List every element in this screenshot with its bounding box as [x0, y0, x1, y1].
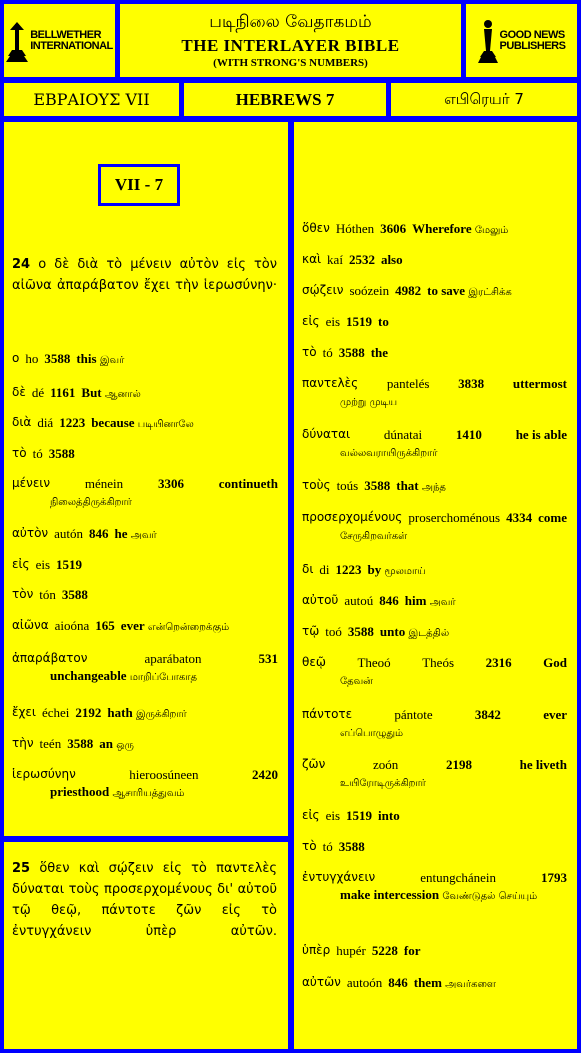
- transliteration: tó: [32, 446, 43, 461]
- english-gloss: by: [367, 562, 382, 577]
- strong-number: 3306: [157, 476, 184, 491]
- strong-number: 2198: [445, 757, 472, 772]
- strong-number: 1223: [335, 562, 362, 577]
- transliteration: eis: [325, 314, 341, 329]
- word-entry-line: [12, 556, 278, 573]
- tamil-gloss: என்றென்றைக்கும்: [147, 622, 230, 633]
- word-entry: [302, 426, 567, 462]
- word-entry: [12, 766, 278, 802]
- verse-25-greek: ὅθεν καὶ σῴζειν εἰς τὸ παντελὲς δύναται τοὺς προσερχομένους δι' αὐτοῦ τῷ θεῷ, πάντοτε ζῶν εἰς τὸ ἐντυγχάνειν ὑπὲρ αὐτῶν.: [12, 861, 277, 939]
- word-entry-line: [302, 561, 567, 580]
- word-entry-line: [12, 704, 278, 723]
- greek-word: εἰς: [302, 808, 320, 822]
- english-gloss: to: [378, 314, 389, 329]
- word-entry-line: [302, 756, 567, 773]
- transliteration: Hóthen: [335, 221, 375, 236]
- title-box: [120, 4, 461, 77]
- word-entry-line: [12, 445, 278, 462]
- transliteration: aioóna: [54, 618, 90, 633]
- transliteration: ho: [25, 351, 39, 366]
- tamil-gloss: மூலமாய்: [384, 566, 426, 577]
- word-entry-line: [12, 650, 278, 667]
- tamil-gloss: உயிரோடிருக்கிறார்: [340, 778, 426, 789]
- word-entry: [12, 617, 278, 636]
- word-entry-line: [302, 220, 567, 239]
- greek-word: τῷ: [302, 624, 320, 638]
- strong-number: 2316: [485, 655, 512, 670]
- verse-25-number: 25: [12, 861, 31, 876]
- strong-number: 2192: [75, 705, 102, 720]
- word-entry-line: [302, 282, 567, 301]
- english-gloss: also: [380, 252, 403, 267]
- strong-number: 165: [95, 618, 115, 633]
- word-entry-line: [12, 475, 278, 492]
- word-entry-line: [12, 617, 278, 636]
- gloss: [378, 807, 400, 824]
- english-gloss: Wherefore: [412, 221, 472, 236]
- greek-word: τὸ: [302, 839, 317, 853]
- greek-word: αὐτῶν: [302, 975, 341, 989]
- word-entry: [302, 251, 567, 268]
- greek-word: εἰς: [302, 314, 320, 328]
- transliteration: tón: [39, 587, 56, 602]
- bellwether-emblem-icon: [6, 20, 28, 62]
- tamil-gloss: எப்பொழுதும்: [340, 728, 404, 739]
- strong-number: 3606: [380, 221, 407, 236]
- english-gloss: him: [404, 593, 427, 608]
- tamil-book-label: எபிரெயர் 7: [391, 83, 577, 116]
- english-gloss: an: [99, 736, 113, 751]
- strong-number: 1519: [346, 314, 373, 329]
- transliteration: eis: [35, 557, 51, 572]
- word-entry-continuation: [302, 886, 567, 905]
- transliteration: autoón: [346, 975, 383, 990]
- greek-word: τὴν: [12, 736, 34, 750]
- word-entry: [302, 974, 567, 993]
- english-gloss: uttermost: [512, 376, 567, 391]
- transliteration: dé: [31, 385, 45, 400]
- word-entry: [12, 445, 278, 462]
- gloss: [405, 592, 456, 611]
- greek-word: ἐντυγχάνειν: [302, 870, 376, 884]
- word-entry: [302, 509, 567, 545]
- greek-word: δὲ: [12, 385, 26, 399]
- greek-word: πάντοτε: [302, 707, 353, 721]
- word-entry-line: [12, 384, 278, 403]
- gloss: [381, 251, 403, 268]
- tamil-gloss: அவர்: [429, 597, 456, 608]
- transliteration: échei: [41, 705, 70, 720]
- strong-number: 2532: [348, 252, 375, 267]
- greek-word: διὰ: [12, 415, 32, 429]
- word-entry-line: [12, 350, 278, 369]
- word-entry-line: [302, 375, 567, 392]
- word-entry: [302, 220, 567, 239]
- gloss: [115, 525, 157, 544]
- transliteration: zoón: [372, 757, 399, 772]
- bellwether-logo-line2: INTERNATIONAL: [30, 39, 113, 52]
- english-gloss: continueth: [218, 476, 278, 491]
- tamil-gloss: அந்த: [421, 482, 446, 493]
- greek-word: αὐτοῦ: [302, 593, 339, 607]
- word-entry-line: [302, 344, 567, 361]
- gloss: [99, 735, 134, 754]
- word-entry: [302, 344, 567, 361]
- strong-number: 4982: [395, 283, 422, 298]
- bellwether-logo: [6, 20, 113, 62]
- good-news-emblem-icon: [478, 19, 498, 63]
- word-entry-line: [302, 251, 567, 268]
- transliteration: Theoó: [357, 655, 391, 670]
- transliteration: dúnatai: [383, 427, 423, 442]
- english-gloss: because: [91, 415, 135, 430]
- word-entry: [12, 586, 278, 603]
- tamil-gloss: இரட்சிக்க: [468, 287, 512, 298]
- english-gloss: into: [378, 808, 400, 823]
- good-news-logo: [478, 19, 566, 63]
- english-gloss: God: [543, 655, 567, 670]
- strong-number: 5228: [371, 943, 398, 958]
- gloss: [107, 704, 186, 723]
- bellwether-logo-line1: BELLWETHER: [30, 28, 102, 41]
- greek-word: ἱερωσύνην: [12, 767, 76, 781]
- word-entry-continuation: [302, 671, 567, 690]
- transliteration: proserchoménous: [408, 510, 501, 525]
- greek-word: ὑπὲρ: [302, 943, 331, 957]
- gloss: [91, 414, 194, 433]
- transliteration: toús: [336, 478, 359, 493]
- tamil-gloss: படியினாலே: [137, 419, 194, 430]
- english-gloss: them: [413, 975, 442, 990]
- word-entry: [302, 869, 567, 905]
- greek-word: τὸν: [12, 587, 34, 601]
- english-gloss: make intercession: [340, 887, 440, 902]
- word-entry-line: [302, 426, 567, 443]
- strong-number: 846: [388, 975, 408, 990]
- strong-number: 531: [258, 651, 278, 666]
- strong-number: 3838: [458, 376, 485, 391]
- word-entry-line: [302, 509, 567, 526]
- english-gloss: ever: [543, 707, 567, 722]
- tamil-gloss: அவர்: [130, 530, 157, 541]
- tamil-gloss: இடத்தில்: [408, 628, 450, 639]
- word-entry: [302, 282, 567, 301]
- tamil-gloss: அவர்களை: [445, 979, 496, 990]
- bellwether-logo-box: [4, 4, 115, 77]
- word-entry-line: [12, 414, 278, 433]
- strong-number: 1519: [56, 557, 83, 572]
- word-entry-line: [302, 313, 567, 330]
- tamil-gloss: முற்று முடிய: [340, 397, 398, 408]
- verse-24-number: 24: [12, 257, 31, 272]
- word-entry-continuation: [12, 667, 278, 686]
- transliteration: soózein: [349, 283, 390, 298]
- strong-number: 3588: [364, 478, 391, 493]
- word-entry-line: [302, 592, 567, 611]
- title-main: THE INTERLAYER BIBLE: [181, 36, 400, 55]
- strong-number: 3588: [67, 736, 94, 751]
- strong-number: 3588: [48, 446, 75, 461]
- word-entry-line: [12, 586, 278, 603]
- word-entry: [302, 942, 567, 959]
- transliteration: entungchánein: [420, 870, 497, 885]
- greek-word: ο: [12, 351, 20, 365]
- word-entry: [302, 561, 567, 580]
- greek-word: αὐτὸν: [12, 526, 49, 540]
- transliteration: teén: [39, 736, 62, 751]
- greek-word: ζῶν: [302, 757, 326, 771]
- english-gloss: unto: [379, 624, 406, 639]
- word-entry: [12, 475, 278, 511]
- strong-number: 2420: [252, 767, 278, 782]
- transliteration: toó: [325, 624, 342, 639]
- gloss: [414, 974, 496, 993]
- transliteration: di: [319, 562, 330, 577]
- word-entry-line: [12, 525, 278, 544]
- transliteration: hupér: [336, 943, 366, 958]
- tamil-gloss: ஆனால்: [104, 389, 141, 400]
- gloss: [427, 282, 512, 301]
- word-entry: [302, 592, 567, 611]
- word-entry: [302, 706, 567, 742]
- tamil-gloss: ஒரு: [116, 740, 134, 751]
- gloss: [121, 617, 229, 636]
- transliteration: eis: [325, 808, 341, 823]
- transliteration-alt: Theós: [422, 655, 455, 670]
- transliteration: pantelés: [386, 376, 430, 391]
- word-entry-line: [302, 974, 567, 993]
- word-entry: [302, 313, 567, 330]
- tamil-gloss: ஆசாரியத்துவம்: [112, 788, 185, 799]
- english-gloss: But: [81, 385, 102, 400]
- word-entry-line: [302, 869, 567, 886]
- word-entry-line: [302, 477, 567, 496]
- word-entry: [12, 704, 278, 723]
- gloss: [378, 313, 389, 330]
- tamil-gloss: வேண்டுதல் செய்யும்: [442, 891, 538, 902]
- english-gloss: he is able: [515, 427, 567, 442]
- greek-word: μένειν: [12, 476, 51, 490]
- strong-number: 3842: [474, 707, 501, 722]
- chapter-reference: VII - 7: [98, 164, 180, 206]
- greek-word: εἰς: [12, 557, 30, 571]
- title-sub: (WITH STRONG'S NUMBERS): [213, 57, 368, 69]
- english-gloss: he liveth: [519, 757, 567, 772]
- greek-word: παντελὲς: [302, 376, 359, 390]
- word-entry: [12, 650, 278, 686]
- word-entry-continuation: [12, 492, 278, 511]
- strong-number: 1519: [346, 808, 373, 823]
- good-news-logo-line2: PUBLISHERS: [499, 39, 566, 52]
- good-news-logo-line1: GOOD NEWS: [499, 28, 565, 41]
- tamil-gloss: இருக்கிறார்: [135, 709, 187, 720]
- greek-word: ἀπαράβατον: [12, 651, 88, 665]
- gloss: [81, 384, 140, 403]
- gloss: [396, 477, 446, 496]
- word-entry: [302, 838, 567, 855]
- english-gloss: come: [538, 510, 567, 525]
- strong-number: 3588: [338, 345, 365, 360]
- transliteration: autoú: [344, 593, 374, 608]
- english-gloss: hath: [107, 705, 133, 720]
- gloss: [371, 344, 388, 361]
- greek-word: θεῷ: [302, 655, 326, 669]
- verse-25-text: [12, 858, 277, 942]
- verse-24-text: [12, 254, 277, 296]
- word-entry-line: [302, 706, 567, 723]
- english-book-label: HEBREWS 7: [184, 83, 386, 116]
- word-entry: [302, 654, 567, 690]
- transliteration: tó: [322, 345, 333, 360]
- word-entry-line: [12, 766, 278, 783]
- word-entry-line: [302, 654, 567, 671]
- word-entry: [12, 735, 278, 754]
- strong-number: 1161: [50, 385, 76, 400]
- greek-word: αἰῶνα: [12, 618, 49, 632]
- word-entry: [302, 807, 567, 824]
- greek-word: προσερχομένους: [302, 510, 403, 524]
- transliteration: aparábaton: [144, 651, 202, 666]
- word-entry: [302, 623, 567, 642]
- greek-word: ὅθεν: [302, 221, 330, 235]
- gloss: [368, 561, 426, 580]
- strong-number: 3588: [44, 351, 71, 366]
- transliteration: kaí: [327, 252, 343, 267]
- word-entry-continuation: [302, 392, 567, 411]
- english-gloss: this: [76, 351, 97, 366]
- english-gloss: he: [114, 526, 128, 541]
- tamil-gloss: தேவன்: [340, 676, 373, 687]
- greek-word: τὸ: [302, 345, 317, 359]
- tamil-gloss: வல்லவராயிருக்கிறார்: [340, 448, 438, 459]
- word-entry: [12, 556, 278, 573]
- english-gloss: for: [403, 943, 421, 958]
- word-entry-continuation: [12, 783, 278, 802]
- english-gloss: ever: [120, 618, 145, 633]
- english-gloss: to save: [427, 283, 466, 298]
- word-entry-line: [302, 623, 567, 642]
- tamil-gloss: மாறிப்போகாத: [129, 672, 198, 683]
- transliteration: autón: [54, 526, 84, 541]
- tamil-gloss: இவர்: [99, 355, 125, 366]
- strong-number: 1793: [540, 870, 567, 885]
- word-entry: [302, 477, 567, 496]
- english-gloss: the: [370, 345, 389, 360]
- greek-word: δύναται: [302, 427, 351, 441]
- word-entry-continuation: [302, 723, 567, 742]
- transliteration: pántote: [394, 707, 433, 722]
- good-news-logo-box: [466, 4, 577, 77]
- word-entry-line: [302, 838, 567, 855]
- word-entry-line: [302, 942, 567, 959]
- word-entry: [302, 756, 567, 792]
- word-entry-line: [302, 807, 567, 824]
- strong-number: 846: [379, 593, 399, 608]
- english-gloss: priesthood: [50, 784, 110, 799]
- title-tamil: படிநிலை வேதாகமம்: [209, 12, 372, 32]
- word-entry: [12, 414, 278, 433]
- gloss: [412, 220, 508, 239]
- transliteration: diá: [37, 415, 54, 430]
- word-entry-continuation: [302, 443, 567, 462]
- strong-number: 846: [89, 526, 109, 541]
- strong-number: 3588: [347, 624, 374, 639]
- strong-number: 3588: [61, 587, 88, 602]
- greek-word: καὶ: [302, 252, 322, 266]
- greek-book-label: ΕΒΡΑΙΟΥΣ VII: [4, 83, 179, 116]
- english-gloss: unchangeable: [50, 668, 127, 683]
- greek-word: ἔχει: [12, 705, 36, 719]
- tamil-gloss: சேருகிறவர்கள்: [340, 531, 408, 542]
- greek-word: τοὺς: [302, 478, 331, 492]
- word-entry: [12, 350, 278, 369]
- gloss: [380, 623, 449, 642]
- tamil-gloss: மேலும்: [474, 225, 509, 236]
- word-entry-continuation: [302, 773, 567, 792]
- verse-24-greek: ο δὲ διὰ τὸ μένειν αὐτὸν εἰς τὸν αἰῶνα ἀπαράβατον ἔχει τὴν ἱερωσύνην·: [12, 257, 277, 293]
- strong-number: 4334: [506, 510, 533, 525]
- english-gloss: that: [396, 478, 419, 493]
- transliteration: ménein: [84, 476, 124, 491]
- word-entry-continuation: [302, 526, 567, 545]
- gloss: [76, 350, 124, 369]
- transliteration: hieroosúneen: [129, 767, 199, 782]
- word-entry: [302, 375, 567, 411]
- greek-word: δι: [302, 562, 314, 576]
- strong-number: 3588: [338, 839, 365, 854]
- strong-number: 1223: [59, 415, 86, 430]
- greek-word: τὸ: [12, 446, 27, 460]
- word-entry-line: [12, 735, 278, 754]
- tamil-gloss: நிலைத்திருக்கிறார்: [50, 497, 132, 508]
- gloss: [404, 942, 421, 959]
- greek-word: σῴζειν: [302, 283, 344, 297]
- transliteration: tó: [322, 839, 333, 854]
- word-entry: [12, 525, 278, 544]
- word-entry: [12, 384, 278, 403]
- strong-number: 1410: [455, 427, 482, 442]
